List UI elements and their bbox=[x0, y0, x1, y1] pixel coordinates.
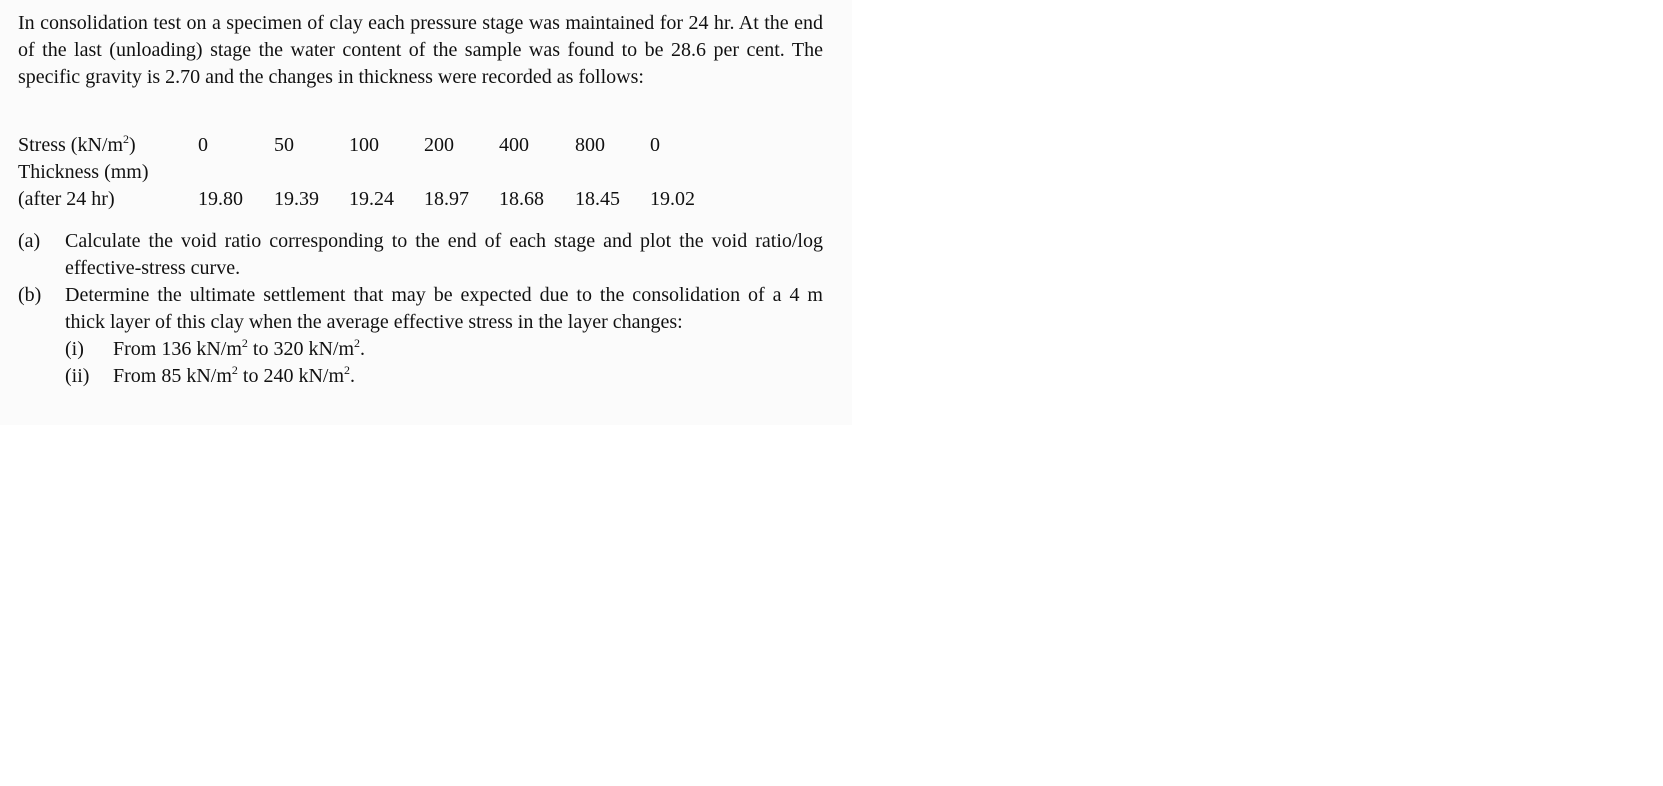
consolidation-data-table bbox=[18, 132, 778, 216]
thickness-value: 18.68 bbox=[499, 188, 544, 210]
stress-value: 50 bbox=[274, 134, 294, 156]
question-b-subitem-ii bbox=[65, 363, 823, 390]
subitem-text: From 136 $kN/m^2$ to 320 $kN/m^2$. bbox=[113, 336, 366, 360]
subitem-label: (ii) bbox=[65, 365, 90, 387]
thickness-value: 19.02 bbox=[650, 188, 695, 210]
thickness-value: 19.24 bbox=[349, 188, 394, 210]
question-b-label: (b) bbox=[18, 284, 42, 306]
stress-value: 0 bbox=[650, 134, 660, 156]
question-b-subitems bbox=[65, 336, 823, 390]
problem-intro: In consolidation test on a specimen of clay each pressure stage was maintained for 24 hr. At the end of the last (unloading) stage the water content of the sample was found to be 28.6 per cent. The specific gravity is 2.70 and the changes in thickness were recorded as follows: bbox=[18, 12, 823, 88]
question-b bbox=[18, 282, 823, 390]
stress-value: 400 bbox=[499, 134, 529, 156]
thickness-value: 18.45 bbox=[575, 188, 620, 210]
stress-row-label: Stress $(kN/m^2)$ bbox=[18, 132, 136, 156]
thickness-value: 18.97 bbox=[424, 188, 469, 210]
question-a-label: (a) bbox=[18, 230, 41, 252]
stress-value: 800 bbox=[575, 134, 605, 156]
stress-value: 100 bbox=[349, 134, 379, 156]
stress-value: 0 bbox=[198, 134, 208, 156]
subitem-text: From 85 $kN/m^2$ to 240 $kN/m^2$. bbox=[113, 363, 356, 387]
thickness-value: 19.39 bbox=[274, 188, 319, 210]
subitem-label: (i) bbox=[65, 338, 84, 360]
question-b-text: Determine the ultimate settlement that may be expected due to the consolidation of a 4 m thick layer of this clay when the average effective stress in the layer changes: bbox=[65, 284, 823, 333]
thickness-value: 19.80 bbox=[198, 188, 243, 210]
thickness-row-label: Thickness (mm) bbox=[18, 161, 149, 183]
stress-value: 200 bbox=[424, 134, 454, 156]
question-list bbox=[18, 228, 823, 390]
question-a bbox=[18, 228, 823, 282]
question-b-subitem-i bbox=[65, 336, 823, 363]
question-a-text: Calculate the void ratio corresponding to the end of each stage and plot the void ratio/log effective-stress curve. bbox=[65, 230, 823, 279]
problem-page bbox=[0, 0, 852, 425]
thickness-row-sublabel: (after 24 hr) bbox=[18, 188, 115, 210]
